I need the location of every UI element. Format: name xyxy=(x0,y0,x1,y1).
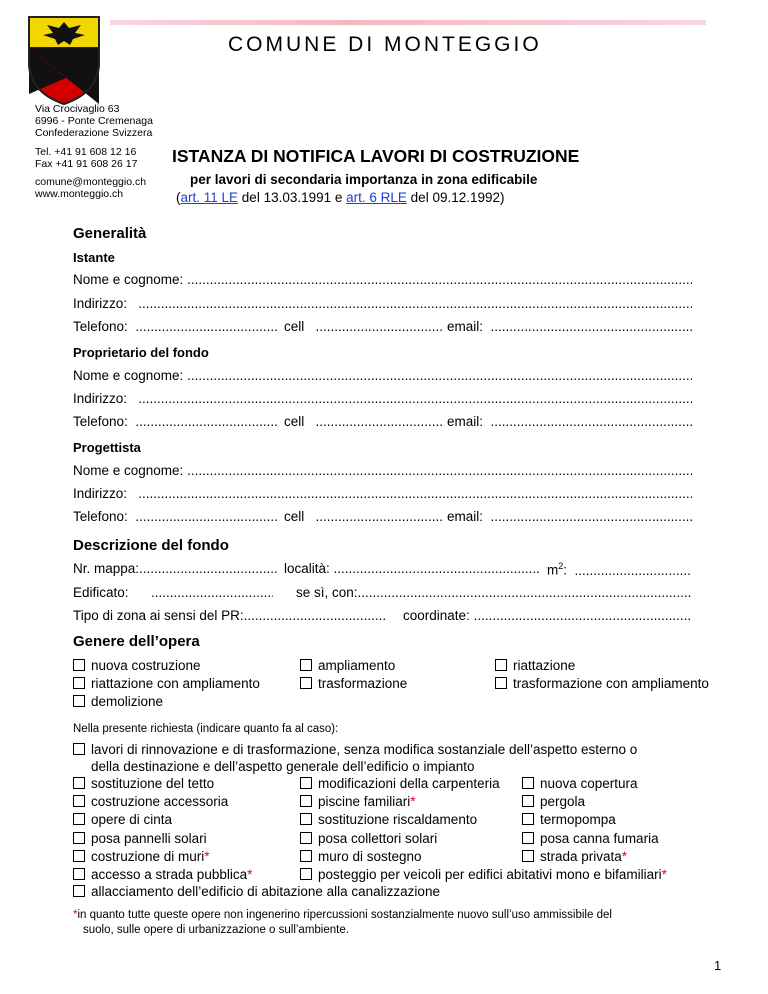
richiesta-option[interactable]: pergola xyxy=(522,793,659,811)
richiesta-option[interactable]: sostituzione del tetto xyxy=(73,775,252,793)
checkbox[interactable] xyxy=(495,677,507,689)
istante-email-field[interactable]: email: ..... xyxy=(447,319,692,334)
richiesta-option[interactable]: termopompa xyxy=(522,811,659,829)
address-block xyxy=(35,103,153,200)
mappa-field[interactable]: Nr. mappa: ..... xyxy=(73,561,278,576)
checkbox[interactable] xyxy=(522,832,534,844)
checkbox[interactable] xyxy=(73,885,85,897)
richiesta-option[interactable]: opere di cinta xyxy=(73,811,252,829)
richiesta-option[interactable]: sostituzione riscaldamento xyxy=(300,811,667,829)
phone-text: Tel. +41 91 608 12 16 xyxy=(35,146,137,158)
richiesta-option[interactable]: accesso a strada pubblica* xyxy=(73,866,252,884)
progettista-address-field[interactable]: Indirizzo: ..... xyxy=(73,486,692,501)
genere-col-1 xyxy=(73,657,260,711)
lavori-option[interactable]: lavori di rinnovazione e di trasformazione, senza modifica sostanziale dell’aspetto esterno o della destinazione e dell’aspetto generale dell’edificio o impianto xyxy=(73,741,637,775)
zona-pr-field[interactable]: Tipo di zona ai sensi del PR: ..... xyxy=(73,608,385,623)
proprietario-phone-field[interactable]: Telefono: ..... xyxy=(73,414,278,429)
richiesta-option[interactable]: costruzione di muri* xyxy=(73,848,252,866)
richiesta-option[interactable]: posa pannelli solari xyxy=(73,830,252,848)
footnote-cont: suolo, sulle opere di urbanizzazione o sull’ambiente. xyxy=(83,924,349,936)
progettista-name-field[interactable]: Nome e cognome: ..... xyxy=(73,463,692,478)
asterisk: * xyxy=(73,909,78,921)
genere-option[interactable]: trasformazione con ampliamento xyxy=(495,675,709,693)
web-link[interactable]: www.monteggio.ch xyxy=(35,188,124,200)
checkbox[interactable] xyxy=(73,695,85,707)
istante-cell-field[interactable]: cell ..... xyxy=(284,319,444,334)
asterisk: * xyxy=(204,848,210,864)
form-subtitle: per lavori di secondaria importanza in zona edificabile xyxy=(190,172,538,187)
m2-field[interactable]: $m^2$: ..... xyxy=(547,558,692,578)
richiesta-intro: Nella presente richiesta (indicare quanto fa al caso): xyxy=(73,723,339,735)
section-heading-fondo: Descrizione del fondo xyxy=(73,537,229,554)
richiesta-option[interactable]: nuova copertura xyxy=(522,775,659,793)
legal-reference: (art. 11 LE del 13.03.1991 e art. 6 RLE del 09.12.1992) xyxy=(176,190,505,205)
footnote: *in quanto tutte queste opere non ingenerino ripercussioni sostanzialmente nuovo sull’uso ammissibile del suolo, sulle opere di urbanizzazione o sull’ambiente. xyxy=(73,908,698,938)
checkbox[interactable] xyxy=(73,743,85,755)
richiesta-option[interactable]: strada privata* xyxy=(522,848,659,866)
checkbox[interactable] xyxy=(495,659,507,671)
art-6-rle-link[interactable]: art. 6 RLE xyxy=(346,190,407,205)
posteggio-option[interactable]: posteggio per veicoli per edifici abitativi mono e bifamiliari* xyxy=(300,866,667,884)
coordinate-field[interactable]: coordinate: ..... xyxy=(403,608,692,623)
address-line: Confederazione Svizzera xyxy=(35,127,153,139)
richiesta-option[interactable]: modificazioni della carpenteria xyxy=(300,775,667,793)
asterisk: * xyxy=(621,848,628,864)
checkbox[interactable] xyxy=(73,677,85,689)
asterisk: * xyxy=(410,794,416,810)
checkbox[interactable] xyxy=(300,850,312,862)
proprietario-address-field[interactable]: Indirizzo: ..... xyxy=(73,391,692,406)
richiesta-col-1 xyxy=(73,775,252,884)
art-11-le-link[interactable]: art. 11 LE xyxy=(180,190,239,205)
genere-option[interactable]: demolizione xyxy=(73,693,260,711)
section-heading-genere: Genere dell’opera xyxy=(73,633,200,650)
email-link[interactable]: comune@monteggio.ch xyxy=(35,176,147,188)
localita-field[interactable]: località: ..... xyxy=(284,561,539,576)
istante-phone-field[interactable]: Telefono: ..... xyxy=(73,319,278,334)
checkbox[interactable] xyxy=(300,868,312,880)
address-line: 6996 - Ponte Cremenaga xyxy=(35,115,153,127)
proprietario-email-field[interactable]: email: ..... xyxy=(447,414,692,429)
lavori-option-cont: della destinazione e dell’aspetto generale dell’edificio o impianto xyxy=(91,759,475,774)
progettista-email-field[interactable]: email: ..... xyxy=(447,509,692,524)
header-accent-line xyxy=(110,20,706,25)
checkbox[interactable] xyxy=(522,850,534,862)
genere-option[interactable]: ampliamento xyxy=(300,657,407,675)
page-number: 1 xyxy=(714,958,722,973)
checkbox[interactable] xyxy=(300,813,312,825)
subsection-istante: Istante xyxy=(73,250,115,265)
allacciamento-option[interactable]: allacciamento dell’edificio di abitazione alla canalizzazione xyxy=(73,884,440,899)
municipality-name: COMUNE DI MONTEGGIO xyxy=(228,33,542,56)
richiesta-col-3 xyxy=(522,775,659,866)
richiesta-option[interactable]: posa canna fumaria xyxy=(522,830,659,848)
checkbox[interactable] xyxy=(300,832,312,844)
richiesta-option[interactable]: piscine familiari* xyxy=(300,793,667,811)
progettista-cell-field[interactable]: cell ..... xyxy=(284,509,444,524)
richiesta-option[interactable]: muro di sostegno xyxy=(300,848,667,866)
checkbox[interactable] xyxy=(522,813,534,825)
address-line: Via Crocivaglio 63 xyxy=(35,103,120,115)
se-si-con-field[interactable]: se sì, con: ..... xyxy=(296,585,692,600)
checkbox[interactable] xyxy=(300,795,312,807)
progettista-phone-field[interactable]: Telefono: ..... xyxy=(73,509,278,524)
coat-of-arms-logo xyxy=(26,14,102,106)
richiesta-option[interactable]: costruzione accessoria xyxy=(73,793,252,811)
edificato-field[interactable]: Edificato: ..... xyxy=(73,585,273,600)
genere-col-3 xyxy=(495,657,709,693)
checkbox[interactable] xyxy=(522,777,534,789)
genere-option[interactable]: trasformazione xyxy=(300,675,407,693)
proprietario-name-field[interactable]: Nome e cognome: ..... xyxy=(73,368,692,383)
istante-address-field[interactable]: Indirizzo: ..... xyxy=(73,296,692,311)
section-heading-generalita: Generalità xyxy=(73,225,147,242)
checkbox[interactable] xyxy=(73,777,85,789)
asterisk: * xyxy=(247,867,253,883)
checkbox[interactable] xyxy=(300,777,312,789)
checkbox[interactable] xyxy=(522,795,534,807)
subsection-proprietario: Proprietario del fondo xyxy=(73,345,209,360)
checkbox[interactable] xyxy=(73,868,85,880)
checkbox[interactable] xyxy=(73,813,85,825)
genere-option[interactable]: riattazione con ampliamento xyxy=(73,675,260,693)
proprietario-cell-field[interactable]: cell ..... xyxy=(284,414,444,429)
checkbox[interactable] xyxy=(73,832,85,844)
checkbox[interactable] xyxy=(73,795,85,807)
istante-name-field[interactable]: Nome e cognome: ..... xyxy=(73,272,692,287)
checkbox[interactable] xyxy=(73,850,85,862)
asterisk: * xyxy=(661,867,667,883)
checkbox[interactable] xyxy=(73,659,85,671)
genere-option[interactable]: nuova costruzione xyxy=(73,657,260,675)
checkbox[interactable] xyxy=(300,677,312,689)
fax-text: Fax +41 91 608 26 17 xyxy=(35,158,138,170)
subsection-progettista: Progettista xyxy=(73,440,141,455)
genere-option[interactable]: riattazione xyxy=(495,657,709,675)
form-title: ISTANZA DI NOTIFICA LAVORI DI COSTRUZIONE xyxy=(172,146,580,166)
richiesta-option[interactable]: posa collettori solari xyxy=(300,830,667,848)
checkbox[interactable] xyxy=(300,659,312,671)
genere-col-2 xyxy=(300,657,407,693)
